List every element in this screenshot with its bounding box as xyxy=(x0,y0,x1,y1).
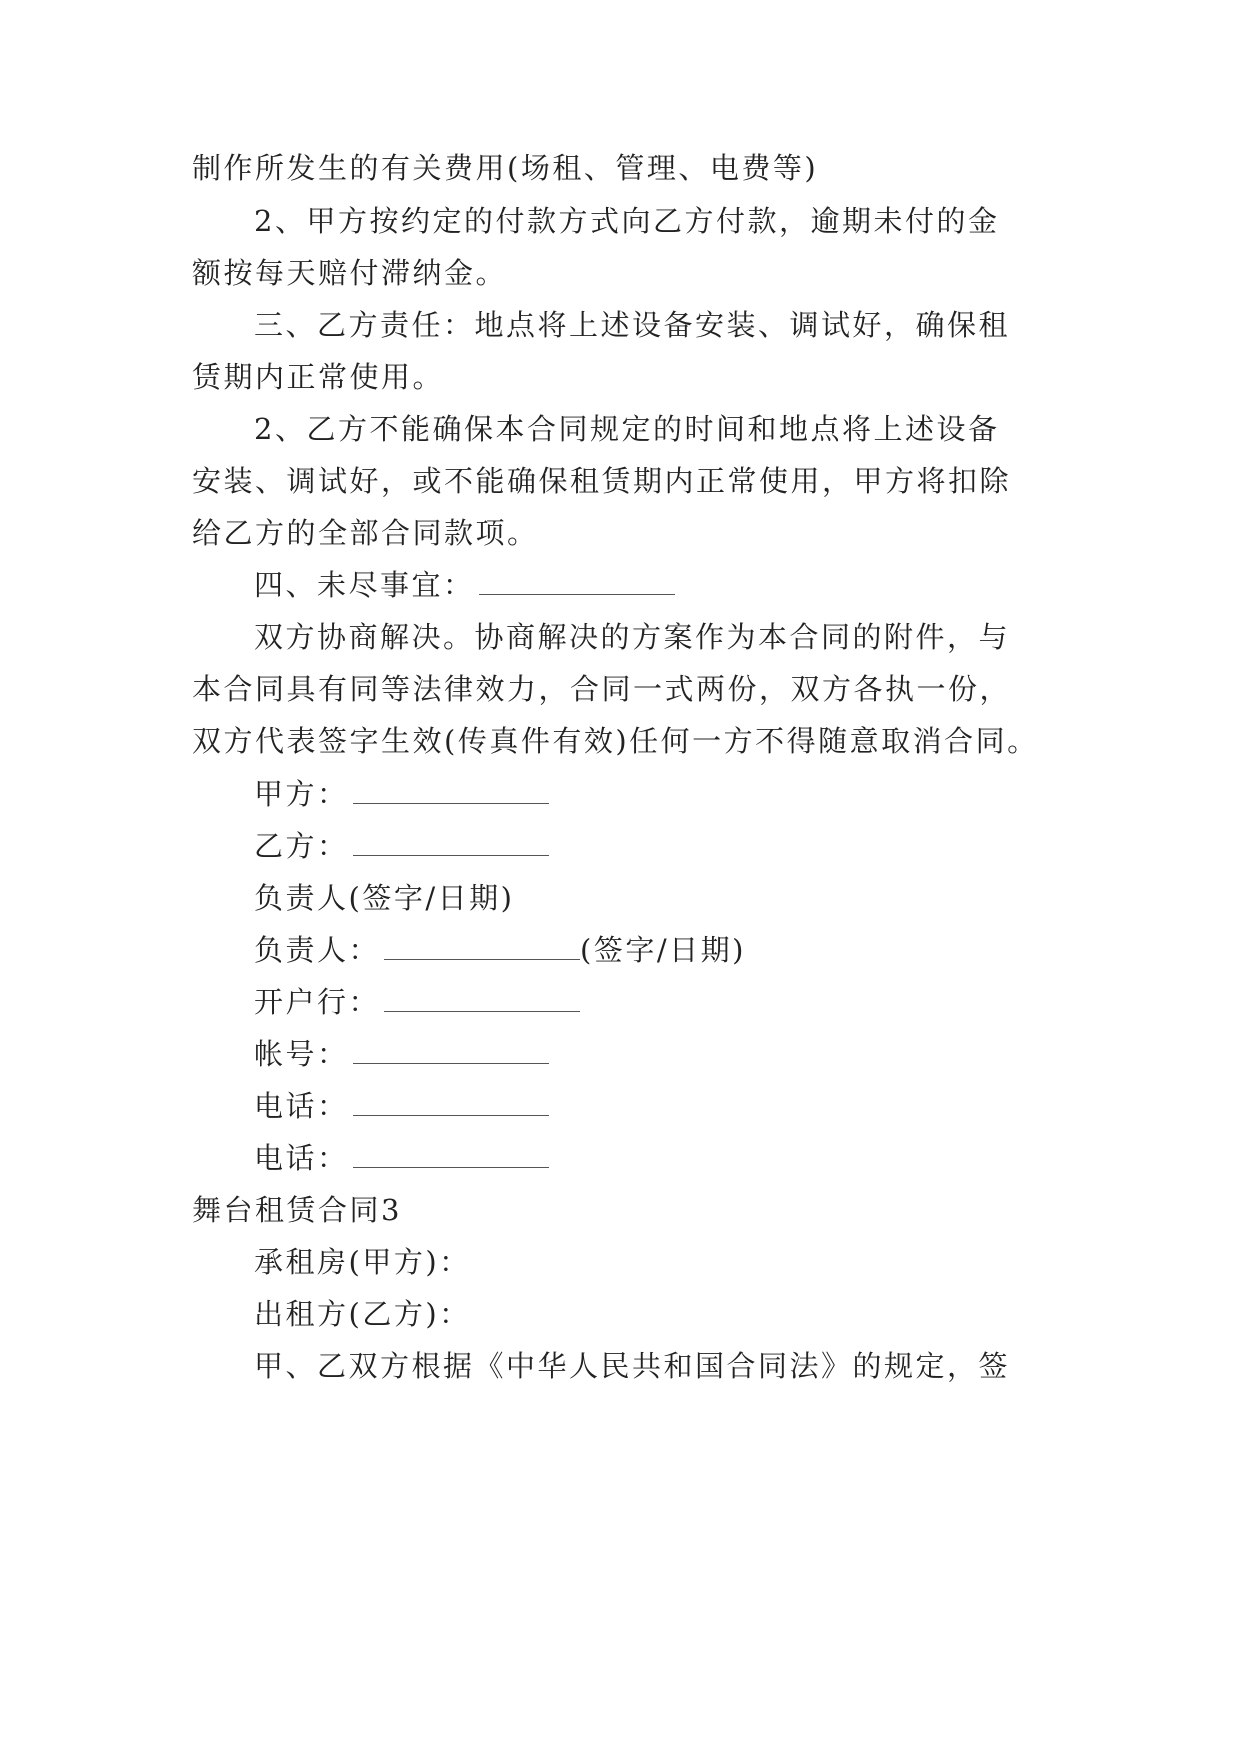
paragraph-line xyxy=(254,617,1010,657)
section-heading-line xyxy=(254,565,675,605)
line-text: 制作所发生的有关费用(场租、管理、电费等) xyxy=(192,151,819,185)
blank-line xyxy=(384,933,580,960)
field-label: 乙方： xyxy=(254,829,349,863)
paragraph-line xyxy=(254,201,999,241)
line-text: 甲、乙双方根据《中华人民共和国合同法》的规定，签 xyxy=(254,1349,1011,1383)
line-text: 赁期内正常使用。 xyxy=(192,360,445,394)
line-text: 2、乙方不能确保本合同规定的时间和地点将上述设备 xyxy=(254,412,1000,446)
phone-field xyxy=(254,1138,549,1178)
blank-line xyxy=(353,1037,549,1064)
line-text: 安装、调试好，或不能确保租赁期内正常使用，甲方将扣除 xyxy=(192,464,1012,498)
line-text: 四、未尽事宜： xyxy=(254,568,475,602)
field-label: 负责人： xyxy=(254,933,381,967)
paragraph-line xyxy=(192,461,1011,501)
blank-line xyxy=(384,985,580,1012)
signatory-field xyxy=(254,930,746,970)
blank-line xyxy=(353,1141,549,1168)
signatory-line xyxy=(254,878,514,918)
blank-line xyxy=(353,1089,549,1116)
line-text: 双方代表签字生效(传真件有效)任何一方不得随意取消合同。 xyxy=(192,724,1039,758)
party-b-field xyxy=(254,826,549,866)
party-a-field xyxy=(254,774,549,814)
line-text: 负责人(签字/日期) xyxy=(254,881,515,915)
line-text: 给乙方的全部合同款项。 xyxy=(192,516,539,550)
blank-line xyxy=(353,829,549,856)
paragraph-line xyxy=(192,253,507,293)
field-label: 承租房(甲方)： xyxy=(254,1245,471,1279)
paragraph-line xyxy=(192,148,818,188)
line-text: 2、甲方按约定的付款方式向乙方付款，逾期未付的金 xyxy=(254,204,1000,238)
phone-field xyxy=(254,1086,549,1126)
field-label: 开户行： xyxy=(254,985,381,1019)
line-text: 本合同具有同等法律效力，合同一式两份，双方各执一份， xyxy=(192,672,1012,706)
account-field xyxy=(254,1034,549,1074)
blank-line xyxy=(479,568,675,595)
contract-title xyxy=(192,1190,402,1230)
paragraph-line xyxy=(254,409,999,449)
paragraph-line xyxy=(254,1346,1010,1386)
lessee-field xyxy=(254,1242,471,1282)
line-text: 额按每天赔付滞纳金。 xyxy=(192,256,508,290)
field-label: 甲方： xyxy=(254,777,349,811)
field-label: 电话： xyxy=(254,1089,349,1123)
line-text: 双方协商解决。协商解决的方案作为本合同的附件，与 xyxy=(254,620,1011,654)
field-label: 帐号： xyxy=(254,1037,349,1071)
paragraph-line xyxy=(192,721,1039,761)
paragraph-line xyxy=(254,305,1010,345)
bank-field xyxy=(254,982,580,1022)
paragraph-line xyxy=(192,357,444,397)
line-text: 三、乙方责任：地点将上述设备安装、调试好，确保租 xyxy=(254,308,1011,342)
field-suffix: (签字/日期) xyxy=(580,933,746,967)
paragraph-line xyxy=(192,669,1011,709)
line-text: 舞台租赁合同3 xyxy=(192,1193,402,1227)
field-label: 电话： xyxy=(254,1141,349,1175)
field-label: 出租方(乙方)： xyxy=(254,1297,471,1331)
blank-line xyxy=(353,777,549,804)
lessor-field xyxy=(254,1294,471,1334)
paragraph-line xyxy=(192,513,539,553)
